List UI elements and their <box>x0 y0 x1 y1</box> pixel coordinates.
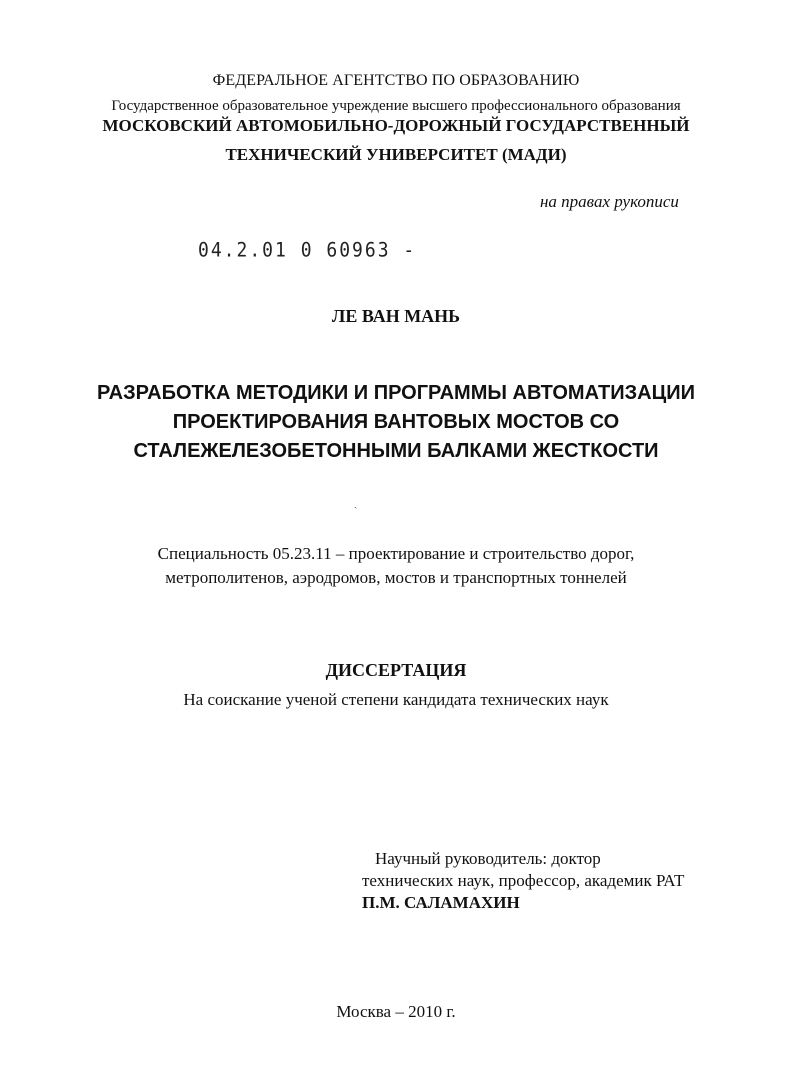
university-name-line2: ТЕХНИЧЕСКИЙ УНИВЕРСИТЕТ (МАДИ) <box>225 145 567 164</box>
supervisor-line-2: технических наук, профессор, академик РАТ <box>362 871 685 890</box>
university-name-line1: МОСКОВСКИЙ АВТОМОБИЛЬНО-ДОРОЖНЫЙ ГОСУДАРСТВЕННЫЙ <box>102 116 690 135</box>
supervisor-block <box>0 848 684 914</box>
title-line-2: ПРОЕКТИРОВАНИЯ ВАНТОВЫХ МОСТОВ СО <box>172 411 620 433</box>
manuscript-note: на правах рукописи <box>540 192 679 211</box>
title-line-3: СТАЛЕЖЕЛЕЗОБЕТОННЫМИ БАЛКАМИ ЖЕСТКОСТИ <box>133 440 659 462</box>
title-line-1: РАЗРАБОТКА МЕТОДИКИ И ПРОГРАММЫ АВТОМАТИЗАЦИИ <box>97 382 695 404</box>
agency-name: ФЕДЕРАЛЬНОЕ АГЕНТСТВО ПО ОБРАЗОВАНИЮ <box>212 72 580 89</box>
author-name: ЛЕ ВАН МАНЬ <box>331 306 461 326</box>
supervisor-name: П.М. САЛАМАХИН <box>362 893 520 912</box>
degree-statement: На соискание ученой степени кандидата технических наук <box>183 690 609 709</box>
dissertation-title <box>0 379 792 466</box>
document-type: ДИССЕРТАЦИЯ <box>325 660 467 680</box>
city-year: Москва – 2010 г. <box>336 1002 456 1021</box>
scan-speck: ˏ <box>354 498 358 509</box>
specialty-block <box>0 542 792 590</box>
registration-stamp: 04.2.01 0 60963 - <box>198 239 417 262</box>
institution-type: Государственное образовательное учреждение высшего профессионального образования <box>111 98 681 114</box>
supervisor-line-1: Научный руководитель: доктор <box>375 849 601 868</box>
specialty-line-1: Специальность 05.23.11 – проектирование и строительство дорог, <box>157 544 635 563</box>
specialty-line-2: метрополитенов, аэродромов, мостов и транспортных тоннелей <box>165 568 627 587</box>
